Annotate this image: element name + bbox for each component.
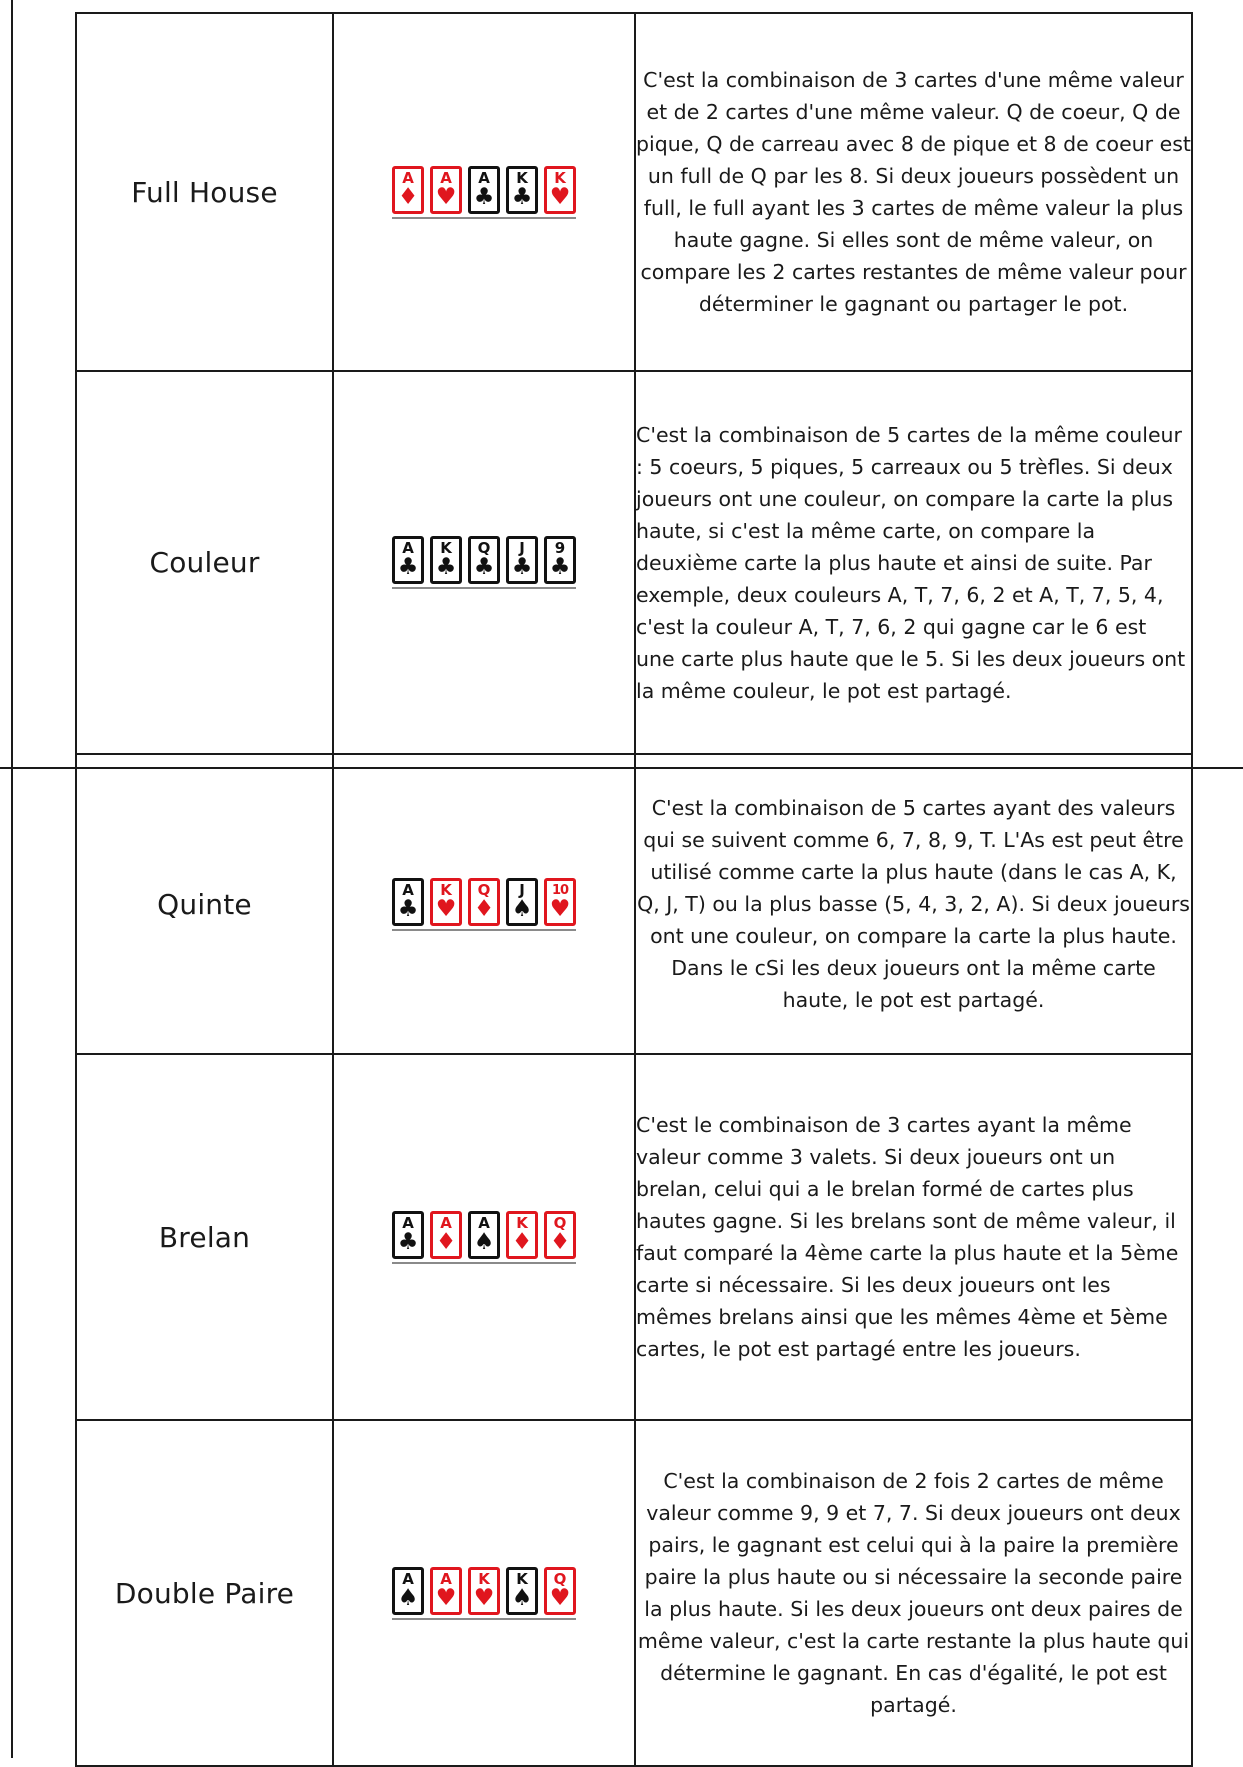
club-icon: ♣ xyxy=(473,183,495,210)
cards-cell xyxy=(333,1420,635,1766)
card-rank: A xyxy=(402,1569,414,1588)
heart-icon: ♥ xyxy=(435,1584,457,1611)
card-rank: 10 xyxy=(551,882,569,898)
hand-description: C'est la combinaison de 2 fois 2 cartes de même valeur comme 9, 9 et 7, 7. Si deux joueurs ont deux pairs, le gagnant est celui qui à la paire la première paire la plus haute ou si nécessaire la seconde paire la plus haute. Si les deux joueurs ont deux paires de même valeur, c'est la carte restante la plus haute qui détermine le gagnant. En cas d'égalité, le pot est partagé. xyxy=(635,1420,1192,1766)
spade-icon: ♠ xyxy=(511,1584,533,1611)
heart-icon: ♥ xyxy=(473,1584,495,1611)
playing-card xyxy=(544,166,576,214)
card-rank: K xyxy=(440,539,452,557)
hand-name: Brelan xyxy=(76,1054,333,1420)
club-icon: ♣ xyxy=(397,1228,419,1255)
playing-card xyxy=(430,1211,462,1259)
card-rank: Q xyxy=(553,1569,567,1588)
cards-cell xyxy=(333,13,635,371)
playing-card xyxy=(506,166,538,214)
table-row xyxy=(76,13,1192,371)
diamond-icon: ♦ xyxy=(397,183,419,210)
playing-card xyxy=(544,1567,576,1615)
card-rank: 9 xyxy=(554,539,566,557)
heart-icon: ♥ xyxy=(549,1584,571,1611)
playing-card xyxy=(430,536,462,584)
cards-cell xyxy=(333,1054,635,1420)
spade-icon: ♠ xyxy=(473,1228,495,1255)
hand-name: Quinte xyxy=(76,754,333,1054)
table-row xyxy=(76,1054,1192,1420)
club-icon: ♣ xyxy=(511,183,533,210)
hand-description: C'est la combinaison de 5 cartes de la même couleur : 5 coeurs, 5 piques, 5 carreaux ou 5 trèfles. Si deux joueurs ont une couleur, on compare la carte la plus haute, si c'est la même carte, on compare la deuxième carte la plus haute et ainsi de suite. Par exemple, deux couleurs A, T, 7, 6, 2 et A, T, 7, 5, 4, c'est la couleur A, T, 7, 6, 2 qui gagne car le 6 est une carte plus haute que le 5. Si les deux joueurs ont la même couleur, le pot est partagé. xyxy=(635,371,1192,754)
card-rank: A xyxy=(402,168,414,187)
card-rank: A xyxy=(478,168,490,187)
card-rank: K xyxy=(478,1569,490,1588)
cards-cell xyxy=(333,754,635,1054)
club-icon: ♣ xyxy=(511,554,533,580)
playing-card xyxy=(506,1211,538,1259)
playing-card xyxy=(544,1211,576,1259)
card-rank: A xyxy=(440,1569,452,1588)
playing-card xyxy=(468,878,500,926)
playing-card xyxy=(430,878,462,926)
hand-name: Full House xyxy=(76,13,333,371)
card-rank: A xyxy=(402,880,414,899)
card-rank: Q xyxy=(477,539,491,557)
card-rank: A xyxy=(478,1213,490,1232)
playing-card xyxy=(430,1567,462,1615)
heart-icon: ♥ xyxy=(435,895,457,922)
club-icon: ♣ xyxy=(473,554,495,580)
card-rank: K xyxy=(440,880,452,899)
card-rank: Q xyxy=(477,880,491,899)
playing-card xyxy=(468,1567,500,1615)
hand-description: C'est le combinaison de 3 cartes ayant la même valeur comme 3 valets. Si deux joueurs ont un brelan, celui qui a le brelan formé de cartes plus hautes gagne. Si les brelans sont de même valeur, il faut comparé la 4ème carte la plus haute et la 5ème carte si nécessaire. Si les deux joueurs ont les mêmes brelans ainsi que les mêmes 4ème et 5ème cartes, le pot est partagé entre les joueurs. xyxy=(635,1054,1192,1420)
heart-icon: ♥ xyxy=(549,183,571,210)
hand-name: Couleur xyxy=(76,371,333,754)
spade-icon: ♠ xyxy=(397,1584,419,1611)
hand-name: Double Paire xyxy=(76,1420,333,1766)
card-hand xyxy=(392,536,576,589)
playing-card xyxy=(468,536,500,584)
club-icon: ♣ xyxy=(397,554,419,580)
playing-card xyxy=(392,536,424,584)
card-rank: K xyxy=(516,1569,528,1588)
card-rank: K xyxy=(516,168,528,187)
card-rank: A xyxy=(402,539,414,557)
playing-card xyxy=(506,878,538,926)
table-row xyxy=(76,754,1192,1054)
card-rank: A xyxy=(440,1213,452,1232)
playing-card xyxy=(392,166,424,214)
spade-icon: ♠ xyxy=(511,895,533,922)
diamond-icon: ♦ xyxy=(473,895,495,922)
poker-hands-table xyxy=(75,12,1193,1767)
heart-icon: ♥ xyxy=(435,183,457,210)
club-icon: ♣ xyxy=(397,895,419,922)
diamond-icon: ♦ xyxy=(511,1228,533,1255)
page-guide-line-vertical xyxy=(11,0,13,1758)
table-row xyxy=(76,371,1192,754)
playing-card xyxy=(506,536,538,584)
table-row xyxy=(76,1420,1192,1766)
cards-cell xyxy=(333,371,635,754)
club-icon: ♣ xyxy=(435,554,457,580)
playing-card xyxy=(506,1567,538,1615)
playing-card xyxy=(392,878,424,926)
card-rank: A xyxy=(402,1213,414,1232)
card-hand xyxy=(392,166,576,219)
diamond-icon: ♦ xyxy=(549,1228,571,1255)
hand-description: C'est la combinaison de 5 cartes ayant des valeurs qui se suivent comme 6, 7, 8, 9, T. L'As est peut être utilisé comme carte la plus haute (dans le cas A, K, Q, J, T) ou la plus basse (5, 4, 3, 2, A). Si deux joueurs ont une couleur, on compare la carte la plus haute. Dans le cSi les deux joueurs ont la même carte haute, le pot est partagé. xyxy=(635,754,1192,1054)
playing-card xyxy=(392,1211,424,1259)
club-icon: ♣ xyxy=(549,554,571,580)
playing-card xyxy=(392,1567,424,1615)
card-rank: K xyxy=(554,168,566,187)
card-hand xyxy=(392,878,576,931)
card-rank: A xyxy=(440,168,452,187)
playing-card xyxy=(468,166,500,214)
heart-icon: ♥ xyxy=(549,895,571,922)
hand-description: C'est la combinaison de 3 cartes d'une même valeur et de 2 cartes d'une même valeur. Q de coeur, Q de pique, Q de carreau avec 8 de pique et 8 de coeur est un full de Q par les 8. Si deux joueurs possèdent un full, le full ayant les 3 cartes de même valeur la plus haute gagne. Si elles sont de même valeur, on compare les 2 cartes restantes de même valeur pour déterminer le gagnant ou partager le pot. xyxy=(635,13,1192,371)
card-hand xyxy=(392,1567,576,1620)
card-rank: J xyxy=(519,539,525,557)
card-rank: J xyxy=(519,880,525,899)
card-rank: Q xyxy=(553,1213,567,1232)
playing-card xyxy=(544,536,576,584)
card-rank: K xyxy=(516,1213,528,1232)
playing-card xyxy=(544,878,576,926)
playing-card xyxy=(468,1211,500,1259)
diamond-icon: ♦ xyxy=(435,1228,457,1255)
playing-card xyxy=(430,166,462,214)
card-hand xyxy=(392,1211,576,1264)
